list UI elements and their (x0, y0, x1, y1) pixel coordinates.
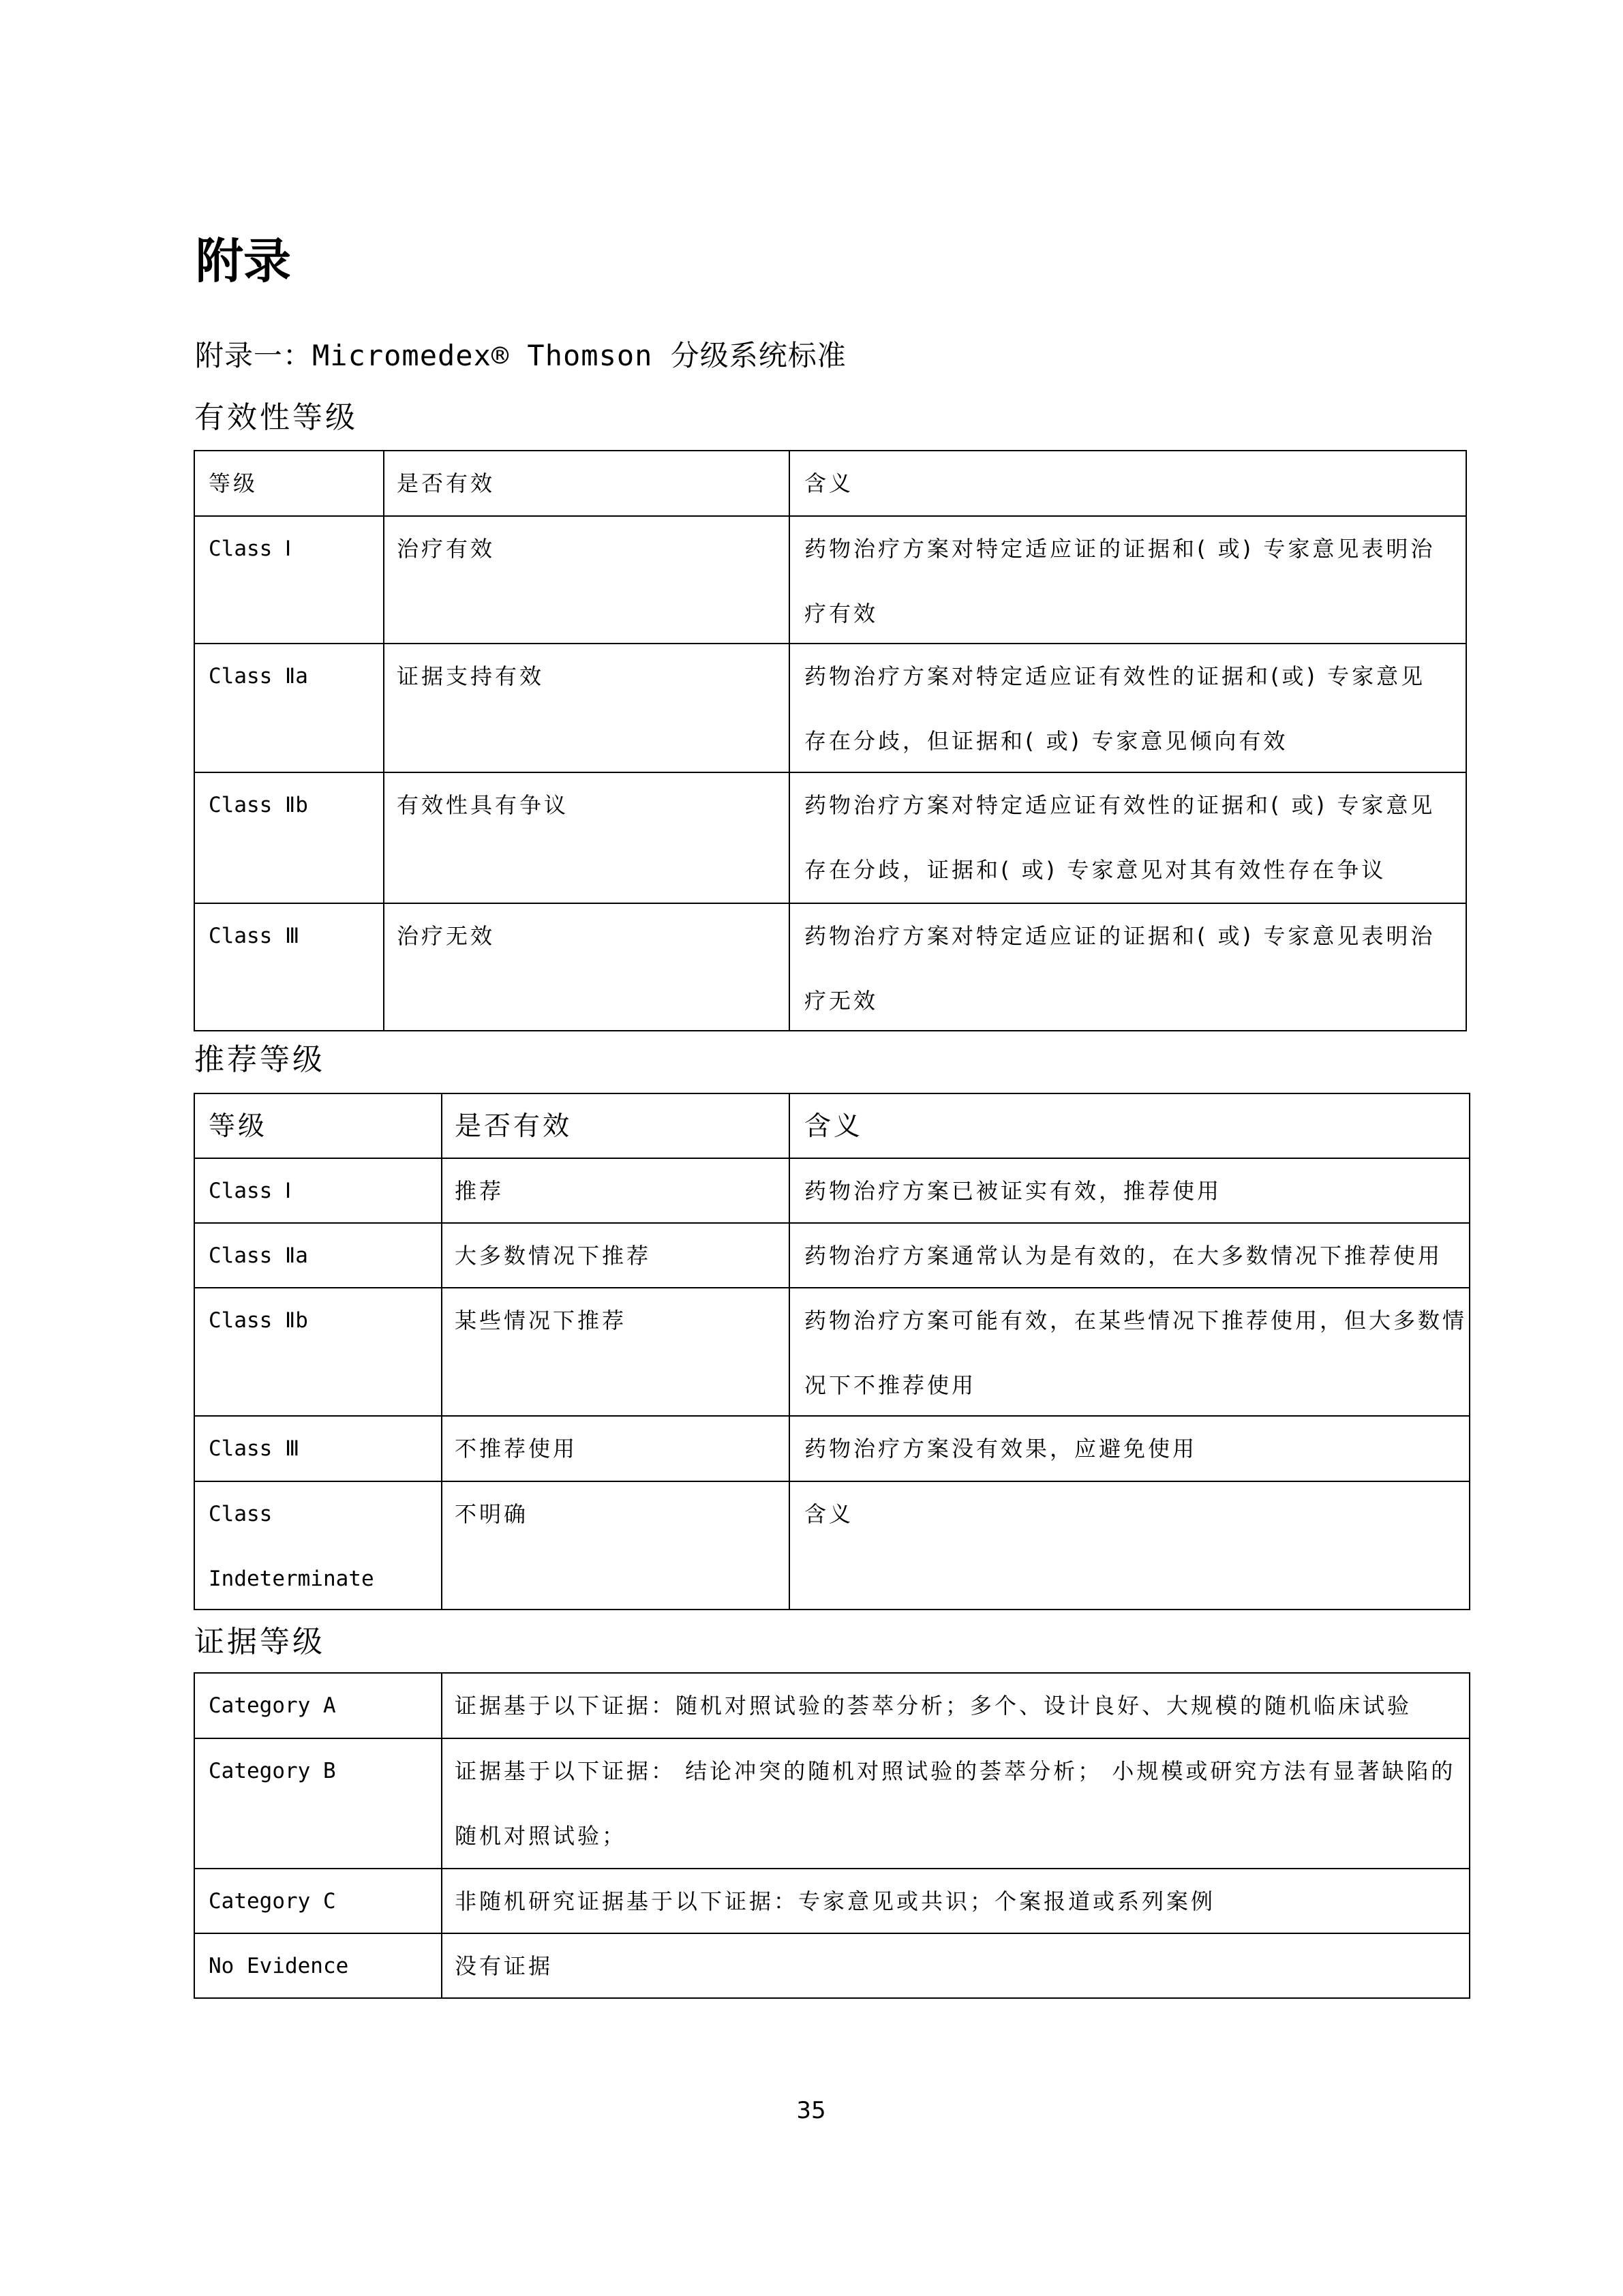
grade-cell (209, 904, 299, 969)
column-divider (383, 451, 384, 1030)
meaning-cell (804, 1482, 853, 1547)
cell-line: 含义 (804, 1501, 854, 1527)
category-cell (209, 1934, 348, 1999)
meaning-cell (804, 904, 1435, 1033)
cell-line: 疗无效 (804, 988, 879, 1014)
page-number: 35 (796, 2097, 826, 2124)
cell-line: 证据支持有效 (397, 663, 545, 689)
cell-line: 没有证据 (455, 1953, 553, 1979)
description-cell (455, 1739, 1455, 1869)
cell-line: 况下不推荐使用 (804, 1372, 977, 1398)
table-header-meaning: 含义 (804, 470, 854, 496)
effective-cell (455, 1482, 528, 1547)
description-cell (455, 1934, 553, 1999)
cell-line: Class Ⅱb (209, 1308, 308, 1333)
cell-line: Class Ⅰ (209, 1179, 292, 1203)
effective-cell (397, 644, 544, 709)
meaning-cell (804, 1417, 1197, 1481)
cell-line: 存在分歧，证据和( 或) 专家意见对其有效性存在争议 (804, 857, 1386, 883)
evidence-table (194, 1672, 1470, 1999)
cell-line: Class Ⅱa (209, 664, 308, 689)
cell-line: 治疗有效 (397, 536, 496, 562)
cell-line: 存在分歧，但证据和( 或) 专家意见倾向有效 (804, 728, 1288, 754)
column-divider (441, 1674, 442, 1997)
cell-line: Class Ⅱa (209, 1243, 308, 1268)
cell-line: Class (209, 1502, 273, 1526)
cell-line: 治疗无效 (397, 923, 496, 949)
cell-line: 证据基于以下证据： 结论冲突的随机对照试验的荟萃分析； 小规模或研究方法有显著缺陷的 (455, 1758, 1456, 1784)
cell-line: 药物治疗方案没有效果，应避免使用 (804, 1436, 1198, 1462)
column-divider (789, 451, 790, 1030)
meaning-cell (804, 1224, 1442, 1288)
page-title: 附录 (196, 233, 291, 289)
cell-line: 有效性具有争议 (397, 792, 569, 818)
cell-line: 非随机研究证据基于以下证据：专家意见或共识；个案报道或系列案例 (455, 1888, 1216, 1914)
effective-cell (455, 1159, 504, 1224)
grade-cell (209, 1482, 374, 1612)
cell-line: Class Ⅰ (209, 537, 292, 561)
cell-line: 证据基于以下证据：随机对照试验的荟萃分析；多个、设计良好、大规模的随机临床试验 (455, 1693, 1412, 1719)
cell-line: Class Ⅲ (209, 1436, 300, 1461)
cell-line: 药物治疗方案对特定适应证有效性的证据和( 或) 专家意见 (804, 792, 1436, 818)
category-cell (209, 1674, 336, 1738)
grade-cell (209, 773, 308, 838)
effective-cell (455, 1224, 651, 1288)
cell-line: No Evidence (209, 1954, 349, 1978)
cell-line: Category B (209, 1759, 336, 1783)
efficacy-heading: 有效性等级 (194, 400, 358, 435)
cell-line: Category C (209, 1889, 336, 1914)
grade-cell (209, 1417, 299, 1481)
cell-line: 药物治疗方案通常认为是有效的，在大多数情况下推荐使用 (804, 1243, 1443, 1269)
table-header-effective: 是否有效 (455, 1111, 573, 1142)
cell-line: Class Ⅲ (209, 924, 300, 948)
effective-cell (455, 1417, 577, 1481)
meaning-cell (804, 517, 1435, 646)
cell-line: Indeterminate (209, 1567, 374, 1591)
category-cell (209, 1869, 336, 1934)
cell-line: Class Ⅱb (209, 793, 308, 817)
table-header-grade: 等级 (209, 1111, 268, 1142)
effective-cell (397, 517, 495, 581)
evidence-heading: 证据等级 (194, 1625, 325, 1659)
cell-line: 推荐 (455, 1178, 504, 1204)
cell-line: 不推荐使用 (455, 1436, 578, 1462)
effective-cell (455, 1288, 626, 1353)
appendix-subtitle: 附录一：Micromedex® Thomson 分级系统标准 (195, 339, 847, 372)
meaning-cell (804, 1159, 1222, 1224)
grade-cell (209, 644, 308, 709)
cell-line: 疗有效 (804, 601, 879, 626)
recommendation-heading: 推荐等级 (194, 1042, 325, 1077)
grade-cell (209, 1224, 308, 1288)
description-cell (455, 1869, 1215, 1934)
column-divider (441, 1094, 442, 1609)
cell-line: 药物治疗方案已被证实有效，推荐使用 (804, 1178, 1222, 1204)
cell-line: 药物治疗方案对特定适应证有效性的证据和(或) 专家意见 (804, 663, 1426, 689)
cell-line: 随机对照试验； (455, 1823, 627, 1849)
cell-line: Category A (209, 1693, 336, 1718)
recommendation-table (194, 1093, 1470, 1610)
description-cell (455, 1674, 1412, 1738)
cell-line: 药物治疗方案可能有效，在某些情况下推荐使用，但大多数情 (804, 1308, 1468, 1333)
table-header-effective: 是否有效 (397, 470, 496, 496)
cell-line: 某些情况下推荐 (455, 1308, 627, 1333)
meaning-cell (804, 644, 1425, 774)
cell-line: 药物治疗方案对特定适应证的证据和( 或) 专家意见表明治 (804, 536, 1436, 562)
efficacy-table (194, 450, 1467, 1031)
grade-cell (209, 1288, 308, 1353)
table-header-meaning: 含义 (804, 1111, 864, 1142)
effective-cell (397, 773, 568, 838)
meaning-cell (804, 1288, 1467, 1418)
category-cell (209, 1739, 336, 1804)
effective-cell (397, 904, 495, 969)
cell-line: 大多数情况下推荐 (455, 1243, 652, 1269)
grade-cell (209, 517, 291, 581)
cell-line: 不明确 (455, 1501, 529, 1527)
column-divider (789, 1094, 790, 1609)
cell-line: 药物治疗方案对特定适应证的证据和( 或) 专家意见表明治 (804, 923, 1436, 949)
meaning-cell (804, 773, 1435, 903)
table-header-grade: 等级 (209, 470, 258, 496)
grade-cell (209, 1159, 291, 1224)
